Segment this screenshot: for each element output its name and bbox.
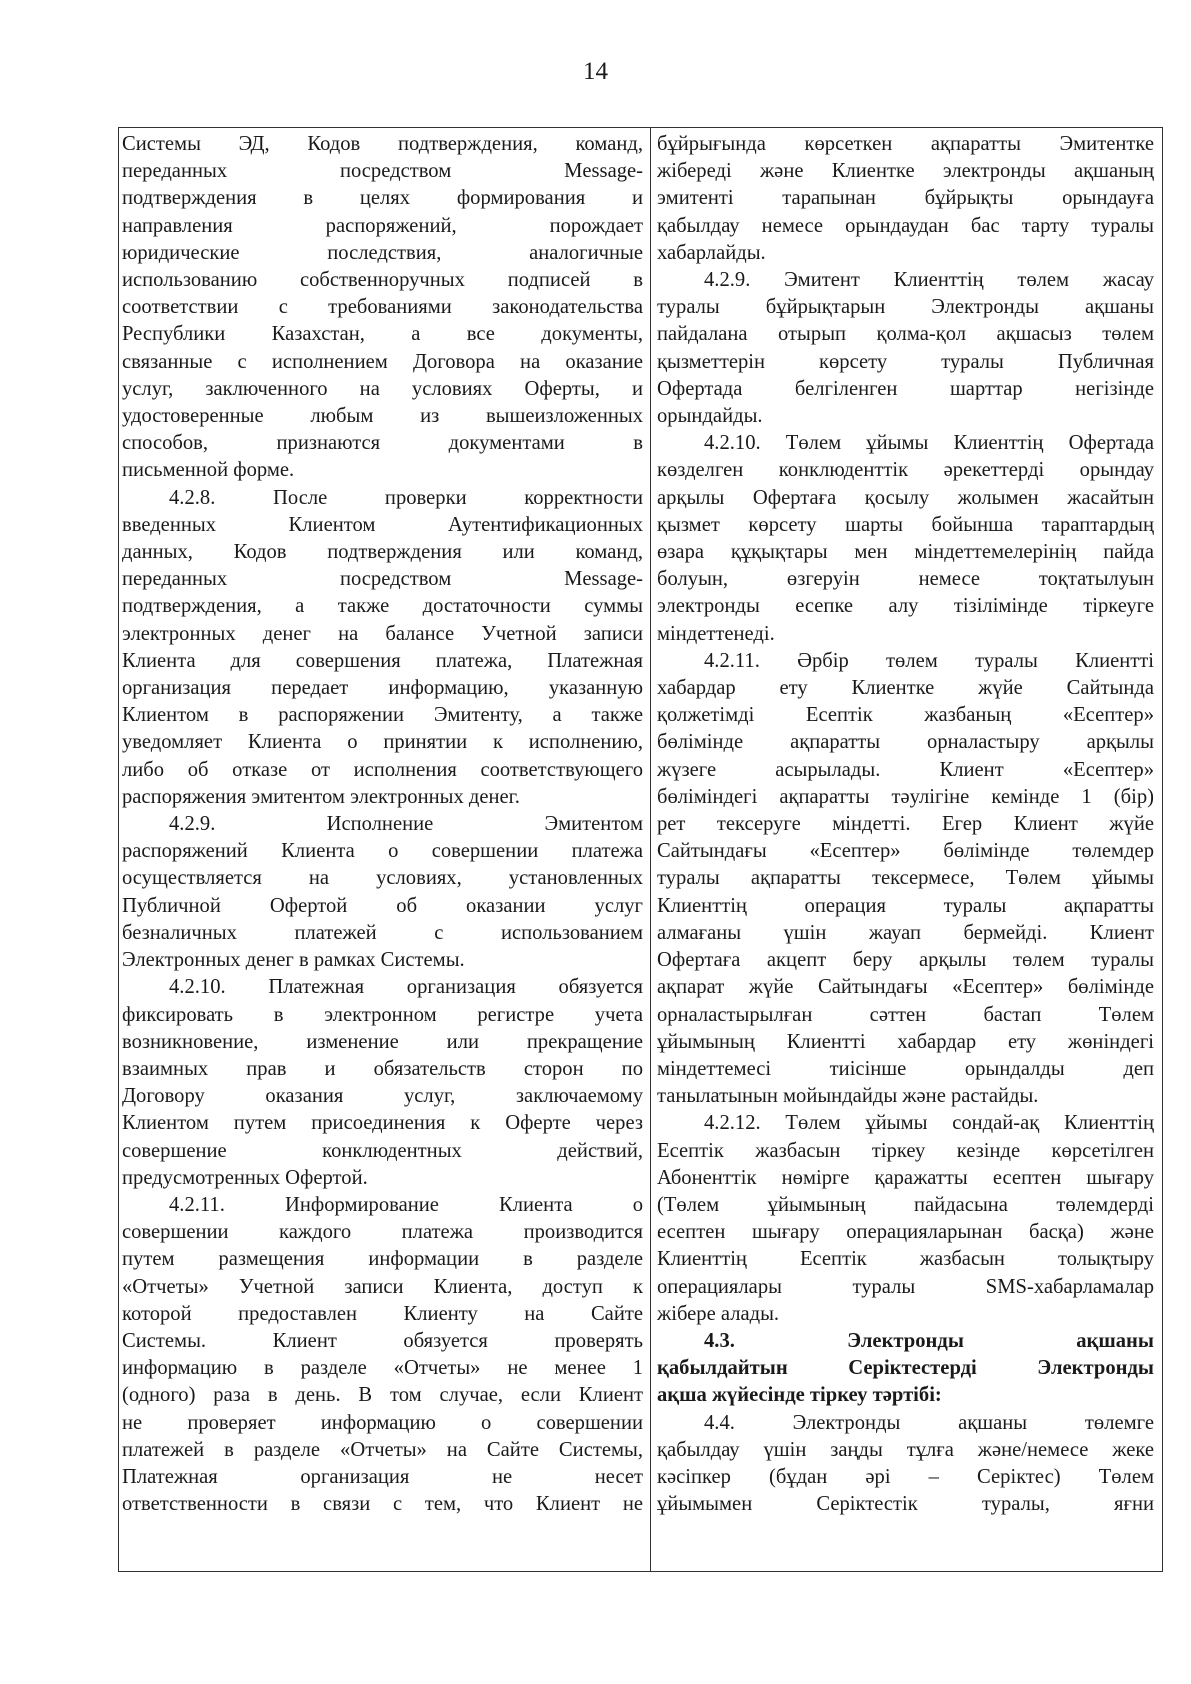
text-line: электронных денег на балансе Учетной записи (122, 622, 643, 645)
paragraph (122, 485, 643, 811)
text-line: қызмет көрсету шарты бойынша тараптардың (657, 513, 1154, 536)
two-column-table (118, 127, 1163, 1572)
text-line: информацию в разделе «Отчеты» не менее 1 (122, 1357, 643, 1380)
text-line: осуществляется на условиях, установленных (122, 867, 643, 890)
text-line: уведомляет Клиента о принятии к исполнению, (122, 731, 643, 754)
text-line: способов, признаются документами в (122, 432, 643, 455)
text-line: Республики Казахстан, а все документы, (122, 323, 643, 346)
text-line: жібере алады. (657, 1302, 780, 1325)
section-heading (657, 1328, 1154, 1410)
kazakh-text-column (651, 128, 1162, 1571)
text-line: өзара құқықтары мен міндеттемелерінің пайда (657, 541, 1154, 564)
paragraph (122, 1192, 643, 1518)
text-line: ақпарат жүйе Сайтындағы «Есептер» бөлімінде (657, 976, 1154, 999)
text-line: путем размещения информации в разделе (122, 1248, 643, 1271)
text-line: көзделген конклюденттік әрекеттерді орындау (657, 459, 1154, 482)
text-line: эмитенті тарапынан бұйрықты орындауға (657, 187, 1154, 210)
text-line: Электронных денег в рамках Системы. (122, 949, 465, 972)
text-line: переданных посредством Message- (122, 568, 643, 591)
text-line: Есептік жазбасын тіркеу кезінде көрсетілген (657, 1139, 1154, 1162)
text-line: 4.2.11. Информирование Клиента о (169, 1193, 643, 1216)
text-line: Договору оказания услуг, заключаемому (122, 1085, 643, 1108)
text-line: 4.2.9. Эмитент Клиенттің төлем жасау (704, 269, 1154, 292)
paragraph (657, 131, 1154, 267)
text-line: возникновение, изменение или прекращение (122, 1030, 643, 1053)
text-line: бөлімінде ақпаратты орналастыру арқылы (657, 731, 1154, 754)
text-line: совершение конклюдентных действий, (122, 1139, 643, 1162)
text-line: бұйрығында көрсеткен ақпаратты Эмитентке (657, 133, 1154, 155)
text-line: Абоненттік нөмірге қаражатты есептен шығару (657, 1166, 1154, 1189)
paragraph (657, 1410, 1154, 1519)
text-line: Клиентом путем присоединения к Оферте через (122, 1112, 643, 1135)
text-line: не проверяет информацию о совершении (122, 1411, 643, 1434)
text-line: пайдалана отырып қолма-қол ақшасыз төлем (657, 323, 1154, 346)
text-line: туралы бұйрықтарын Электронды ақшаны (657, 296, 1154, 319)
text-line: арқылы Офертаға қосылу жолымен жасайтын (657, 486, 1154, 509)
text-line: Платежная организация не несет (122, 1465, 643, 1488)
paragraph (122, 974, 643, 1192)
text-line: распоряжений Клиента о совершении платежа (122, 840, 643, 863)
text-line: танылатынын мойындайды және растайды. (657, 1085, 1039, 1108)
page-number: 14 (583, 58, 608, 85)
paragraph (657, 430, 1154, 648)
text-line: 4.2.10. Төлем ұйымы Клиенттің Офертада (704, 432, 1154, 455)
text-line: Сайтындағы «Есептер» бөлімінде төлемдер (657, 840, 1154, 863)
text-line: использованию собственноручных подписей в (122, 269, 643, 292)
text-line: міндеттенеді. (657, 622, 775, 645)
text-line: орындайды. (657, 405, 763, 428)
text-line: 4.2.9. Исполнение Эмитентом (169, 813, 643, 836)
text-line: есептен шығару операцияларынан басқа) және (657, 1221, 1154, 1244)
text-line: туралы ақпаратты тексермесе, Төлем ұйымы (657, 867, 1154, 890)
text-line: удостоверенные любым из вышеизложенных (122, 405, 643, 428)
text-line: фиксировать в электронном регистре учета (122, 1003, 643, 1026)
text-line: (одного) раза в день. В том случае, если Клиент (122, 1384, 643, 1407)
text-line: қолжетімді Есептік жазбаның «Есептер» (657, 704, 1154, 727)
paragraph (657, 648, 1154, 1110)
text-line: орналастырылған сәттен бастап Төлем (657, 1003, 1154, 1026)
text-line: алмағаны үшін жауап бермейді. Клиент (657, 921, 1154, 944)
text-line: либо об отказе от исполнения соответствующего (122, 758, 643, 781)
text-line: Офертада белгіленген шарттар негізінде (657, 377, 1154, 400)
text-line: қабылдау үшін заңды тұлға және/немесе жеке (657, 1438, 1154, 1461)
text-line: платежей в разделе «Отчеты» на Сайте Системы, (122, 1438, 643, 1461)
paragraph (657, 267, 1154, 430)
text-line: распоряжения эмитентом электронных денег. (122, 785, 520, 808)
text-line: Офертаға акцепт беру арқылы төлем туралы (657, 949, 1154, 972)
text-line: Клиента для совершения платежа, Платежная (122, 649, 643, 672)
text-line: 4.2.10. Платежная организация обязуется (169, 976, 643, 999)
text-line: предусмотренных Офертой. (122, 1166, 368, 1189)
text-line: Системы ЭД, Кодов подтверждения, команд, (122, 133, 643, 155)
text-line: 4.2.11. Әрбір төлем туралы Клиентті (704, 649, 1154, 672)
text-line: бөліміндегі ақпаратты тәулігіне кемінде 1 (бір) (657, 785, 1154, 808)
text-line: 4.4. Электронды ақшаны төлемге (704, 1411, 1154, 1434)
russian-text-column (119, 128, 651, 1571)
text-line: безналичных платежей с использованием (122, 921, 643, 944)
text-line: направления распоряжений, порождает (122, 214, 643, 237)
text-line: Клиентом в распоряжении Эмитенту, а также (122, 704, 643, 727)
text-line: «Отчеты» Учетной записи Клиента, доступ к (122, 1275, 643, 1298)
text-line: Публичной Офертой об оказании услуг (122, 894, 643, 917)
text-line: письменной форме. (122, 459, 295, 482)
text-line: Клиенттің Есептік жазбасын толықтыру (657, 1248, 1154, 1271)
text-line: соответствии с требованиями законодательства (122, 296, 643, 319)
text-line: подтверждения в целях формирования и (122, 187, 643, 210)
text-line: хабардар ету Клиентке жүйе Сайтында (657, 677, 1154, 700)
text-line: подтверждения, а также достаточности суммы (122, 595, 643, 618)
text-line: қабылдайтын Серіктестерді Электронды (657, 1357, 1154, 1380)
text-line: міндеттемесі тиісінше орындалды деп (657, 1057, 1154, 1080)
paragraph (122, 811, 643, 974)
text-line: (Төлем ұйымының пайдасына төлемдерді (657, 1193, 1154, 1216)
text-line: қызметтерін көрсету туралы Публичная (657, 350, 1154, 373)
text-line: болуын, өзгеруін немесе тоқтатылуын (657, 568, 1154, 591)
text-line: совершении каждого платежа производится (122, 1221, 643, 1244)
text-line: ұйымының Клиентті хабардар ету жөніндегі (657, 1030, 1154, 1053)
text-line: 4.2.12. Төлем ұйымы сондай-ақ Клиенттің (704, 1112, 1154, 1135)
text-line: ответственности в связи с тем, что Клиент не (122, 1493, 643, 1516)
text-line: қабылдау немесе орындаудан бас тарту туралы (657, 214, 1154, 237)
text-line: переданных посредством Message- (122, 160, 643, 183)
text-line: данных, Кодов подтверждения или команд, (122, 541, 643, 564)
text-line: хабарлайды. (657, 241, 766, 264)
text-line: Системы. Клиент обязуется проверять (122, 1329, 643, 1352)
text-line: жүзеге асырылады. Клиент «Есептер» (657, 758, 1154, 781)
text-line: юридические последствия, аналогичные (122, 241, 643, 264)
text-line: взаимных прав и обязательств сторон по (122, 1057, 643, 1080)
text-line: Клиенттің операция туралы ақпаратты (657, 894, 1154, 917)
text-line: организация передает информацию, указанную (122, 677, 643, 700)
paragraph (122, 131, 643, 485)
text-line: 4.2.8. После проверки корректности (169, 486, 643, 509)
text-line: которой предоставлен Клиенту на Сайте (122, 1302, 643, 1325)
text-line: связанные с исполнением Договора на оказание (122, 350, 643, 373)
text-line: жібереді және Клиентке электронды ақшаның (657, 160, 1154, 183)
text-line: электронды есепке алу тізілімінде тіркеуге (657, 595, 1154, 618)
text-line: рет тексеруге міндетті. Егер Клиент жүйе (657, 813, 1154, 836)
text-line: введенных Клиентом Аутентификационных (122, 513, 643, 536)
text-line: услуг, заключенного на условиях Оферты, и (122, 377, 643, 400)
text-line: кәсіпкер (бұдан әрі – Серіктес) Төлем (657, 1465, 1154, 1488)
paragraph (657, 1110, 1154, 1328)
text-line: ақша жүйесінде тіркеу тәртібі: (657, 1384, 942, 1407)
text-line: операциялары туралы SMS-хабарламалар (657, 1275, 1154, 1298)
text-line: ұйымымен Серіктестік туралы, яғни (657, 1493, 1154, 1516)
text-line: 4.3. Электронды ақшаны (704, 1329, 1154, 1352)
